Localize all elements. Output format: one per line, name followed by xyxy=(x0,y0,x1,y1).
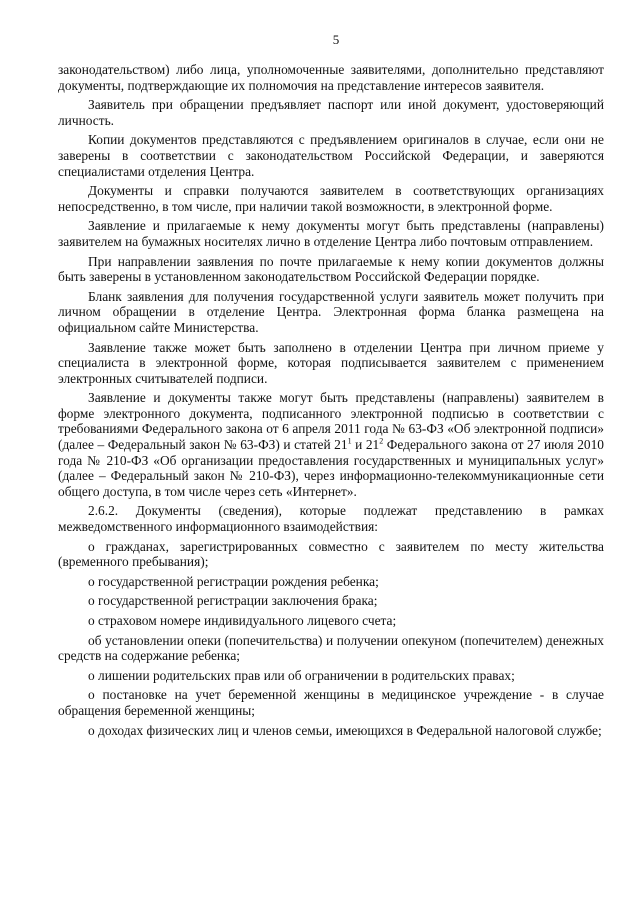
list-item: о лишении родительских прав или об ограничении в родительских правах; xyxy=(88,667,515,683)
paragraph-copies: Копии документов представляются с предъявлением оригиналов в случае, если они не заверены в соответствии с законодательством Российской Федерации, и заверяются специалистами отделения Центра. xyxy=(58,132,604,179)
list-item: о доходах физических лиц и членов семьи, имеющихся в Федеральной налоговой службе; xyxy=(88,722,602,738)
list-item: об установлении опеки (попечительства) и получении опекуном (попечителем) денежных средств на содержание ребенка; xyxy=(58,632,604,664)
document-body xyxy=(58,62,604,738)
paragraph-application-form: Бланк заявления для получения государственной услуги заявитель может получить при личном обращении в отделение Центра. Электронная форма бланка размещена на официальном сайте Министерства. xyxy=(58,288,604,335)
page-number: 5 xyxy=(332,32,340,47)
paragraph-federal-law xyxy=(58,390,604,499)
list-item: о государственной регистрации заключения брака; xyxy=(88,593,378,609)
superscript-1: 1 xyxy=(347,436,352,446)
paragraph-continuation: законодательством) либо лица, уполномоченные заявителями, дополнительно представляют документы, подтверждающие их полномочия на представление интересов заявителя. xyxy=(58,62,604,93)
section-heading-2-6-2: 2.6.2. Документы (сведения), которые подлежат представлению в рамках межведомственного информационного взаимодействия: xyxy=(58,503,604,535)
document-page xyxy=(58,32,604,742)
federal-law-text-3: Федерального закона от 27 июля 2010 года № 210-ФЗ «Об организации предоставления государственных и муниципальных услуг» (далее – Федеральный закон № 210-ФЗ), через информационно-телекоммуникационные сети общего доступа, в том числе через сеть «Интернет». xyxy=(58,437,604,499)
list-item: о постановке на учет беременной женщины в медицинское учреждение - в случае обращения беременной женщины; xyxy=(58,687,604,718)
list-item: о государственной регистрации рождения ребенка; xyxy=(88,573,379,589)
superscript-2: 2 xyxy=(379,436,384,446)
list-item: о гражданах, зарегистрированных совместно с заявителем по месту жительства (временного пребывания); xyxy=(58,538,604,570)
paragraph-paper-submission: Заявление и прилагаемые к нему документы могут быть представлены (направлены) заявителем на бумажных носителях лично в отделение Центра либо почтовым отправлением. xyxy=(58,218,604,249)
list-item: о страховом номере индивидуального лицевого счета; xyxy=(88,613,397,628)
paragraph-certificates: Документы и справки получаются заявителем в соответствующих организациях непосредственно, в том числе, при наличии такой возможности, в электронной форме. xyxy=(58,183,604,214)
paragraph-mail-submission: При направлении заявления по почте прилагаемые к нему копии документов должны быть заверены в установленном законодательством Российской Федерации порядке. xyxy=(58,253,604,285)
paragraph-passport: Заявитель при обращении предъявляет паспорт или иной документ, удостоверяющий личность. xyxy=(58,97,604,128)
paragraph-electronic-form: Заявление также может быть заполнено в отделении Центра при личном приеме у специалиста в электронной форме, которая подписывается заявителем с применением электронных считывателей подписи. xyxy=(58,339,604,386)
federal-law-text-1: Заявление и документы также могут быть представлены (направлены) заявителем в форме электронного документа, подписанного электронной подписью в соответствии с требованиями Федерального закона от 6 апреля 2011 года № 63-ФЗ «Об электронной подписи» (далее – Федеральный закон № 63-ФЗ) и статей 21 xyxy=(58,390,604,453)
federal-law-text-2: и 21 xyxy=(351,437,380,453)
